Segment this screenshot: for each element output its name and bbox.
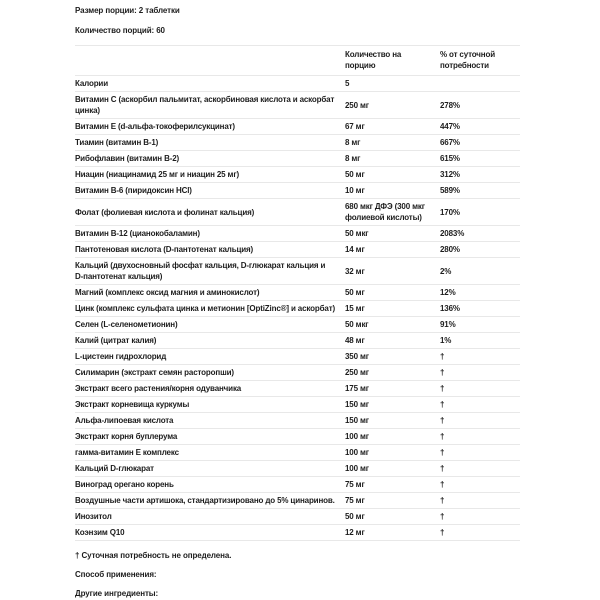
row-daily-value: 589% [440, 186, 460, 195]
row-daily-value: 280% [440, 245, 460, 254]
row-ingredient-label: Альфа-липоевая кислота [75, 416, 174, 425]
row-daily-value: † [440, 512, 445, 521]
table-row [75, 429, 520, 445]
row-amount-value: 8 мг [345, 154, 361, 163]
row-amount-value: 250 мг [345, 100, 369, 110]
row-daily-value: † [440, 400, 445, 409]
table-body [75, 76, 520, 541]
row-daily-value: 91% [440, 320, 456, 329]
table-row [75, 333, 520, 349]
row-daily-value: † [440, 416, 445, 425]
table-row [75, 167, 520, 183]
serving-size-text: Размер порции: 2 таблетки [75, 6, 180, 15]
table-row [75, 199, 520, 226]
row-amount-value: 150 мг [345, 416, 369, 425]
row-ingredient-label: Воздушные части артишока, стандартизировано до 5% цинаринов. [75, 496, 335, 505]
row-daily-value: 615% [440, 154, 460, 163]
row-daily-value: † [440, 352, 445, 361]
row-daily-value: † [440, 496, 445, 505]
table-header-row [75, 46, 520, 76]
row-ingredient-label: Цинк (комплекс сульфата цинка и метионин [OptiZinc®] и аскорбат) [75, 304, 335, 313]
table-row [75, 493, 520, 509]
row-amount-value: 680 мкг ДФЭ (300 мкг фолиевой кислоты) [345, 202, 425, 222]
row-daily-value: 136% [440, 304, 460, 313]
table-row [75, 92, 520, 119]
row-daily-value: 447% [440, 122, 460, 131]
table-row [75, 381, 520, 397]
row-daily-value: † [440, 528, 445, 537]
row-ingredient-label: Магний (комплекс оксид магния и аминокислот) [75, 288, 260, 297]
row-amount-value: 50 мг [345, 288, 365, 297]
table-row [75, 135, 520, 151]
row-ingredient-label: Фолат (фолиевая кислота и фолинат кальция) [75, 207, 255, 217]
other-ingredients-heading: Другие ингредиенты: [75, 589, 159, 598]
row-daily-value: 667% [440, 138, 460, 147]
row-ingredient-label: Рибофлавин (витамин B-2) [75, 154, 180, 163]
row-daily-value: 1% [440, 336, 452, 345]
row-daily-value: 2083% [440, 229, 465, 238]
row-daily-value: 278% [440, 100, 460, 110]
row-daily-value: 170% [440, 207, 460, 217]
row-daily-value [440, 82, 520, 86]
servings-per-container-text: Количество порций: 60 [75, 26, 165, 35]
row-ingredient-label: Тиамин (витамин B-1) [75, 138, 159, 147]
table-row [75, 445, 520, 461]
column-header-amount: Количество на порцию [345, 50, 402, 70]
row-amount-value: 32 мг [345, 266, 365, 276]
table-row [75, 151, 520, 167]
row-ingredient-label: L-цистеин гидрохлорид [75, 352, 167, 361]
row-amount-value: 175 мг [345, 384, 369, 393]
row-amount-value: 50 мг [345, 512, 365, 521]
table-row [75, 461, 520, 477]
table-row [75, 365, 520, 381]
row-amount-value: 50 мг [345, 170, 365, 179]
table-row [75, 226, 520, 242]
column-header-ingredient [75, 46, 345, 53]
row-amount-value: 75 мг [345, 496, 365, 505]
row-ingredient-label: Экстракт всего растения/корня одуванчика [75, 384, 242, 393]
row-ingredient-label: Витамин B-6 (пиридоксин HCl) [75, 186, 192, 195]
row-ingredient-label: Ниацин (ниацинамид 25 мг и ниацин 25 мг) [75, 170, 240, 179]
supplement-table [75, 45, 520, 541]
row-ingredient-label: Коэнзим Q10 [75, 528, 125, 537]
row-amount-value: 250 мг [345, 368, 369, 377]
table-row [75, 317, 520, 333]
row-amount-value: 50 мкг [345, 229, 369, 238]
row-amount-value: 12 мг [345, 528, 365, 537]
row-ingredient-label: Витамин C (аскорбил пальмитат, аскорбиновая кислота и аскорбат цинка) [75, 95, 335, 115]
row-ingredient-label: Калий (цитрат калия) [75, 336, 157, 345]
row-amount-value: 5 [345, 79, 350, 88]
column-header-daily-value: % от суточной потребности [440, 50, 495, 70]
row-daily-value: † [440, 464, 445, 473]
row-amount-value: 50 мкг [345, 320, 369, 329]
table-row [75, 525, 520, 541]
row-ingredient-label: гамма-витамин E комплекс [75, 448, 179, 457]
directions-heading: Способ применения: [75, 570, 157, 579]
row-amount-value: 15 мг [345, 304, 365, 313]
row-ingredient-label: Кальций (двухосновный фосфат кальция, D-глюкарат кальция и D-пантотенат кальция) [75, 261, 326, 281]
table-row [75, 509, 520, 525]
table-row [75, 119, 520, 135]
row-ingredient-label: Силимарин (экстракт семян расторопши) [75, 368, 234, 377]
row-amount-value: 67 мг [345, 122, 365, 131]
row-amount-value: 8 мг [345, 138, 361, 147]
row-amount-value: 48 мг [345, 336, 365, 345]
row-daily-value: † [440, 368, 445, 377]
row-ingredient-label: Витамин E (d-альфа-токоферилсукцинат) [75, 122, 235, 131]
table-row [75, 477, 520, 493]
table-row [75, 301, 520, 317]
row-daily-value: † [440, 432, 445, 441]
row-daily-value: † [440, 448, 445, 457]
row-ingredient-label: Калории [75, 79, 108, 88]
table-row [75, 397, 520, 413]
row-amount-value: 100 мг [345, 448, 369, 457]
table-row [75, 242, 520, 258]
row-amount-value: 350 мг [345, 352, 369, 361]
row-ingredient-label: Селен (L-селенометионин) [75, 320, 178, 329]
table-row [75, 285, 520, 301]
row-amount-value: 14 мг [345, 245, 365, 254]
row-amount-value: 100 мг [345, 432, 369, 441]
table-row [75, 413, 520, 429]
row-daily-value: 12% [440, 288, 456, 297]
row-ingredient-label: Экстракт корня буплерума [75, 432, 178, 441]
row-ingredient-label: Экстракт корневища куркумы [75, 400, 190, 409]
row-daily-value: 2% [440, 266, 452, 276]
row-ingredient-label: Инозитол [75, 512, 112, 521]
table-row [75, 76, 520, 92]
row-amount-value: 100 мг [345, 464, 369, 473]
row-daily-value: 312% [440, 170, 460, 179]
row-ingredient-label: Виноград орегано корень [75, 480, 174, 489]
row-ingredient-label: Кальций D-глюкарат [75, 464, 154, 473]
row-ingredient-label: Витамин B-12 (цианокобаламин) [75, 229, 200, 238]
row-ingredient-label: Пантотеновая кислота (D-пантотенат кальция) [75, 245, 254, 254]
table-row [75, 349, 520, 365]
daily-value-footnote: † Суточная потребность не определена. [75, 551, 232, 560]
table-row [75, 258, 520, 285]
row-amount-value: 75 мг [345, 480, 365, 489]
table-row [75, 183, 520, 199]
row-amount-value: 10 мг [345, 186, 365, 195]
row-amount-value: 150 мг [345, 400, 369, 409]
row-daily-value: † [440, 384, 445, 393]
row-daily-value: † [440, 480, 445, 489]
